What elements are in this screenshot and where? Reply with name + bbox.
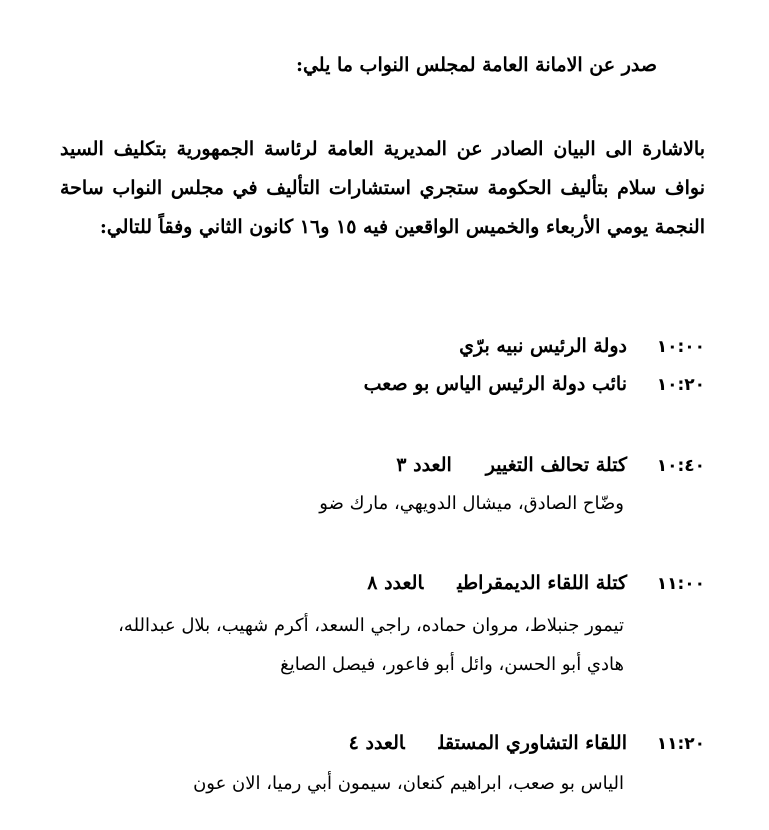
schedule-entry-1 bbox=[459, 335, 705, 357]
intro-paragraph: بالاشارة الى البيان الصادر عن المديرية العامة لرئاسة الجمهورية بتكليف السيد نواف سلام بتأليف الحكومة ستجري استشارات التأليف في مجلس النواب ساحة النجمة يومي الأربعاء والخميس الواقعين فيه ١٥ و١٦ كانون الثاني وفقاً للتالي: bbox=[60, 138, 705, 238]
schedule-entry-5 bbox=[349, 732, 705, 754]
entry-name: كتلة اللقاء الديمقراطي bbox=[457, 572, 627, 594]
members-line: الياس بو صعب، ابراهيم كنعان، سيمون أبي رميا، الان عون bbox=[193, 773, 624, 794]
entry-name: دولة الرئيس نبيه برّي bbox=[459, 335, 627, 357]
entry-time: ١١:٢٠ bbox=[656, 734, 705, 754]
members-line: وضّاح الصادق، ميشال الدويهي، مارك ضو bbox=[319, 493, 624, 514]
entry-name: اللقاء التشاوري المستقل bbox=[438, 732, 627, 754]
schedule-entry-4 bbox=[367, 572, 705, 594]
entry-time: ١٠:٤٠ bbox=[656, 456, 705, 476]
entry-time: ١٠:٠٠ bbox=[656, 337, 705, 357]
entry-count: العدد ٣ bbox=[396, 454, 452, 476]
entry-members-3 bbox=[319, 484, 624, 523]
members-line: هادي أبو الحسن، وائل أبو فاعور، فيصل الصايغ bbox=[280, 654, 624, 675]
schedule-entry-3 bbox=[396, 454, 705, 476]
members-line: تيمور جنبلاط، مروان حماده، راجي السعد، أكرم شهيب، بلال عبدالله، bbox=[118, 615, 624, 636]
entry-name: نائب دولة الرئيس الياس بو صعب bbox=[363, 373, 627, 395]
page-heading: صدر عن الامانة العامة لمجلس النواب ما يلي: bbox=[295, 54, 657, 76]
entry-count: العدد ٨ bbox=[367, 572, 424, 594]
entry-members-5 bbox=[193, 764, 624, 803]
entry-time: ١١:٠٠ bbox=[656, 574, 705, 594]
entry-name: كتلة تحالف التغيير bbox=[485, 454, 627, 476]
schedule-entry-2 bbox=[364, 373, 705, 395]
entry-count: العدد ٤ bbox=[348, 732, 405, 754]
entry-time: ١٠:٢٠ bbox=[656, 375, 705, 395]
entry-members-4 bbox=[118, 606, 624, 684]
